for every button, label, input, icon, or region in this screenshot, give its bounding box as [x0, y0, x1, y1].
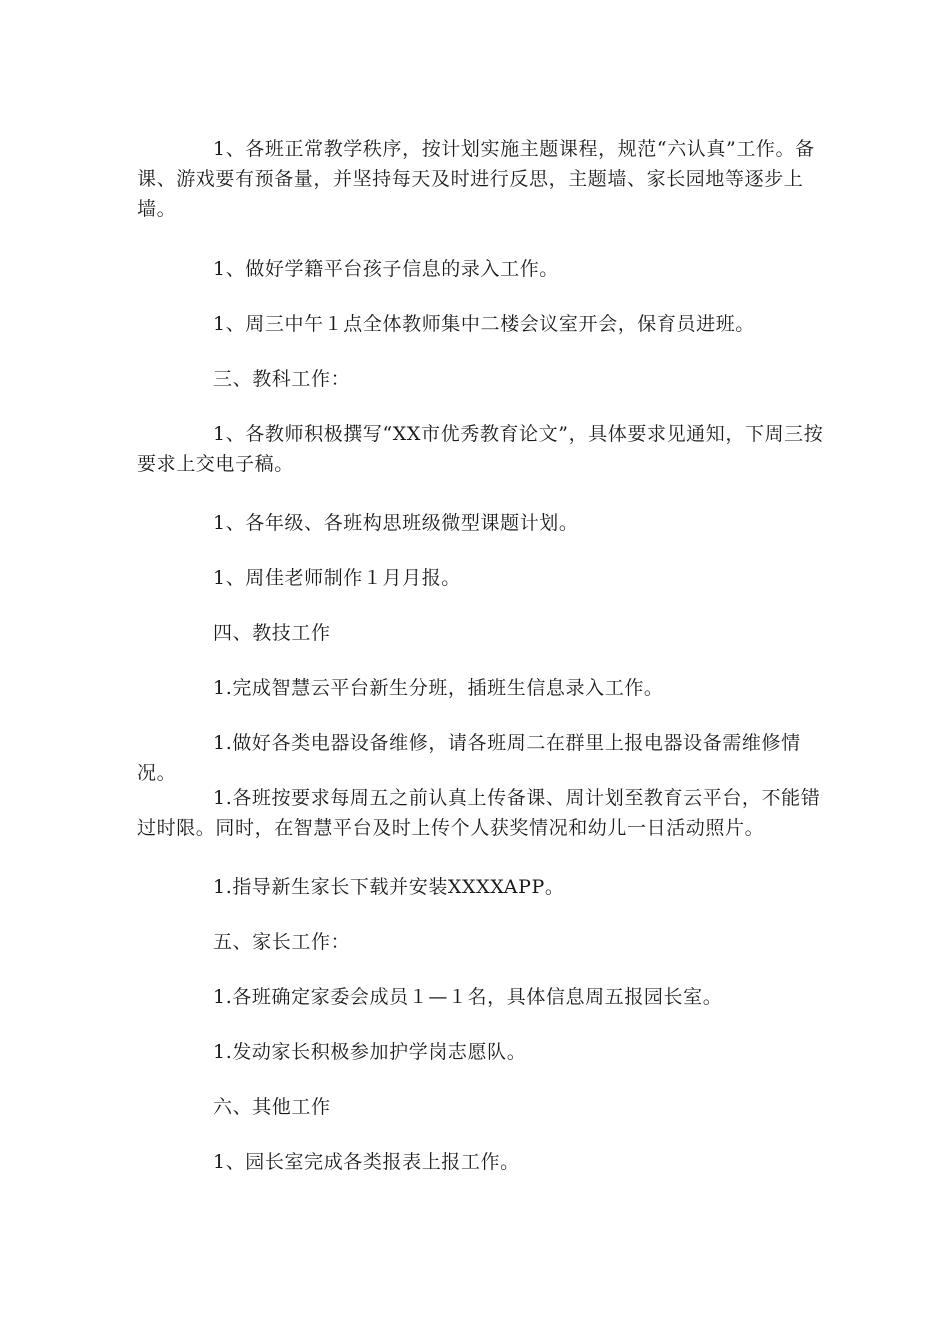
paragraph-volunteer-team: 1.发动家长积极参加护学岗志愿队。 — [213, 1041, 527, 1063]
paragraph-upload-plans: 1.各班按要求每周五之前认真上传备课、周计划至教育云平台，不能错过时限。同时，在智慧平台及时上传个人获奖情况和幼儿一日活动照片。 — [137, 787, 821, 839]
paragraph-class-assignment: 1.完成智慧云平台新生分班，插班生信息录入工作。 — [213, 677, 664, 699]
paragraph-student-records: 1、做好学籍平台孩子信息的录入工作。 — [213, 258, 559, 280]
paragraph-app-install: 1.指导新生家长下载并安装XXXXAPP。 — [213, 876, 565, 898]
section-heading-tech: 四、教技工作 — [213, 622, 331, 644]
section-heading-research: 三、教科工作： — [213, 368, 351, 390]
paragraph-parent-committee: 1.各班确定家委会成员１—１名，具体信息周五报园长室。 — [213, 986, 723, 1008]
paragraph-micro-research: 1、各年级、各班构思班级微型课题计划。 — [213, 512, 579, 534]
section-heading-other: 六、其他工作 — [213, 1096, 331, 1118]
section-heading-parents: 五、家长工作： — [213, 931, 351, 953]
paragraph-staff-meeting: 1、周三中午１点全体教师集中二楼会议室开会，保育员进班。 — [213, 313, 755, 335]
paragraph-reports: 1、园长室完成各类报表上报工作。 — [213, 1151, 520, 1173]
paragraph-teaching-order: 1、各班正常教学秩序，按计划实施主题课程，规范“六认真”工作。备课、游戏要有预备量，并坚持每天及时进行反思，主题墙、家长园地等逐步上墙。 — [137, 138, 815, 220]
paragraph-equipment-repair: 1.做好各类电器设备维修，请各班周二在群里上报电器设备需维修情况。 — [137, 732, 801, 784]
paragraph-monthly-report: 1、周佳老师制作１月月报。 — [213, 567, 461, 589]
paragraph-essay-writing: 1、各教师积极撰写“XX市优秀教育论文”，具体要求见通知，下周三按要求上交电子稿。 — [137, 423, 824, 475]
